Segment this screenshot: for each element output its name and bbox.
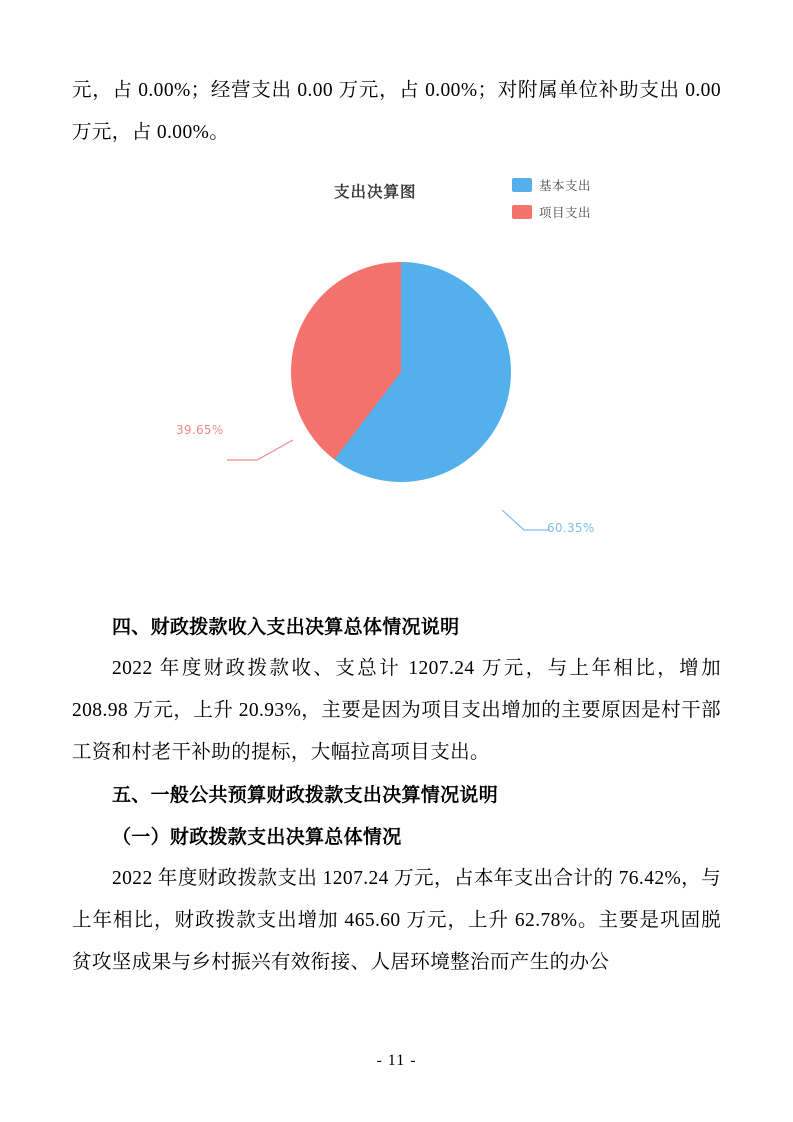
legend-label-project: 项目支出 bbox=[539, 205, 592, 220]
pie-slices bbox=[291, 262, 511, 482]
legend-item-basic bbox=[512, 176, 591, 194]
page-number: - 11 - bbox=[376, 1052, 417, 1069]
legend-swatch-project bbox=[512, 205, 532, 219]
legend-label-basic: 基本支出 bbox=[539, 178, 592, 193]
expenditure-pie-chart bbox=[72, 166, 721, 576]
leader-line-basic bbox=[502, 508, 550, 536]
pie-graphic bbox=[291, 262, 511, 482]
paragraph-section-four-body: 2022 年度财政拨款收、支总计 1207.24 万元，与上年相比，增加 208.98 万元，上升 20.93%，主要是因为项目支出增加的主要原因是村干部工资和村老干补助的提标，大幅拉高项目支出。 bbox=[72, 658, 721, 763]
pie-label-project: 39.65% bbox=[176, 423, 224, 437]
section-heading-five: 五、一般公共预算财政拨款支出决算情况说明 bbox=[112, 784, 499, 806]
pie-label-basic: 60.35% bbox=[547, 521, 595, 535]
paragraph-continuation: 元，占 0.00%；经营支出 0.00 万元，占 0.00%；对附属单位补助支出 0.00 万元，占 0.00%。 bbox=[72, 80, 721, 143]
chart-legend bbox=[512, 176, 591, 221]
section-heading-four: 四、财政拨款收入支出决算总体情况说明 bbox=[112, 616, 460, 638]
chart-title: 支出决算图 bbox=[334, 183, 417, 201]
legend-item-project bbox=[512, 203, 591, 221]
leader-line-project bbox=[227, 438, 293, 464]
paragraph-section-five-body: 2022 年度财政拨款支出 1207.24 万元，占本年支出合计的 76.42%，与上年相比，财政拨款支出增加 465.60 万元，上升 62.78%。主要是巩固脱贫攻坚成果与乡村振兴有效衔接、人居环境整治而产生的办公 bbox=[72, 868, 721, 973]
legend-swatch-basic bbox=[512, 178, 532, 192]
subsection-heading-five-one: （一）财政拨款支出决算总体情况 bbox=[112, 826, 402, 848]
